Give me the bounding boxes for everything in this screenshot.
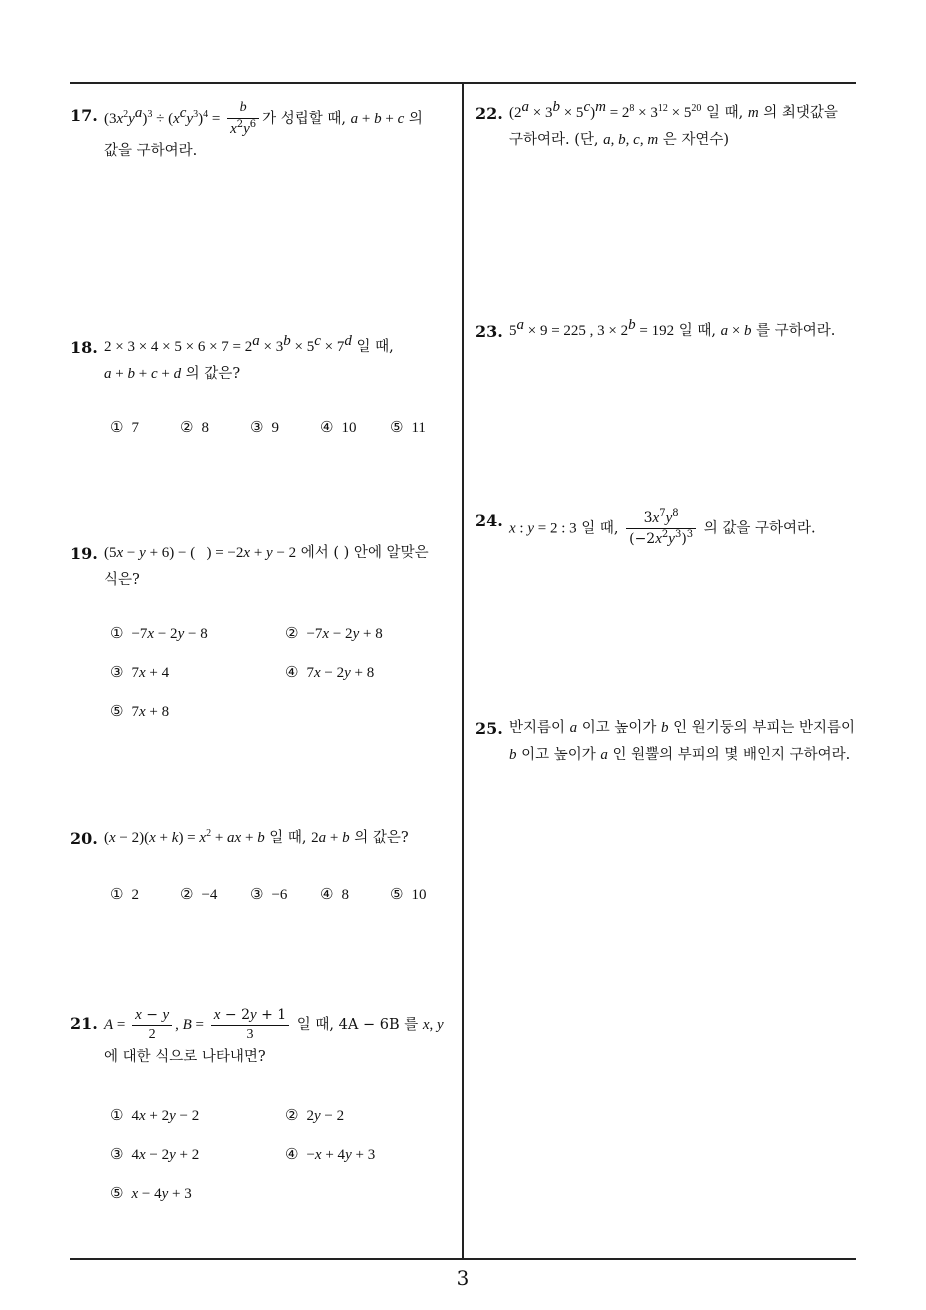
question-number: 25. [475, 719, 503, 738]
question-text: x : y = 2 : 3 일 때, $\frac{3x^7y^8}{(-2x^2y^3)^3}$ 의 값을 구하여라. [509, 508, 816, 547]
question-22 [475, 100, 865, 160]
option-3[interactable]: ③ 7x + 4 [110, 663, 170, 681]
question-text: $(x - 2)(x + k) = x^2$ + ax + b 일 때, 2a + b 의 값은? [104, 828, 409, 846]
question-19 [70, 540, 460, 600]
question-text: $(3x^2y^a)^3 \div (x^cy^3)^4$ = $\frac{b}{x^2y^6}$ 가 성립할 때, a + b + c 의 [104, 100, 423, 137]
option-2[interactable]: ② 2y − 2 [285, 1106, 345, 1124]
question-25 [475, 715, 865, 775]
question-18 [70, 334, 460, 394]
options-20 [110, 885, 450, 909]
question-number: 22. [475, 104, 503, 123]
bottom-rule [70, 1258, 856, 1260]
question-23 [475, 318, 865, 348]
question-number: 19. [70, 544, 98, 563]
question-text-cont: 구하여라. (단, a, b, c, m 은 자연수) [509, 132, 730, 148]
options-19 [110, 624, 450, 734]
fraction-a: $\frac{x - y}{2}$ [132, 1006, 172, 1044]
question-17 [70, 100, 460, 180]
question-number: 20. [70, 829, 98, 848]
option-1[interactable]: ① −7x − 2y − 8 [110, 624, 208, 642]
option-4[interactable]: ④ −x + 4y + 3 [285, 1145, 376, 1163]
option-1[interactable]: ① 7 [110, 418, 139, 436]
option-2[interactable]: ② 8 [180, 418, 209, 436]
question-text-cont: a + b + c + d 의 값은? [104, 366, 241, 382]
question-text: $5^a \times 9 = 225$ , $3 \times 2^b = 192$ 일 때, a × b 를 구하여라. [509, 317, 836, 339]
question-text: (5x − y + 6) − ( ) = −2x + y − 2 에서 ( ) 안에 알맞은 [104, 545, 429, 561]
question-text: $2 \times 3 \times 4 \times 5 \times 6 \times 7 = 2^a \times 3^b \times 5^c \times 7^d$ 일 때, [104, 333, 394, 355]
options-21 [110, 1106, 450, 1216]
question-number: 18. [70, 338, 98, 357]
options-18 [110, 418, 450, 442]
question-text: $(2^a \times 3^b \times 5^c)^m = 2^8 \times 3^{12} \times 5^{20}$ 일 때, m 의 최댓값을 [509, 99, 838, 121]
question-21 [70, 1006, 460, 1076]
option-5[interactable]: ⑤ x − 4y + 3 [110, 1184, 192, 1202]
question-text-cont: b 이고 높이가 a 인 원뿔의 부피의 몇 배인지 구하여라. [509, 747, 851, 763]
question-text-cont: 식은? [104, 572, 140, 588]
question-text-cont: 에 대한 식으로 나타내면? [104, 1048, 266, 1065]
option-5[interactable]: ⑤ 7x + 8 [110, 702, 170, 720]
option-3[interactable]: ③ 9 [250, 418, 279, 436]
option-4[interactable]: ④ 8 [320, 885, 349, 903]
question-number: 24. [475, 511, 503, 530]
option-1[interactable]: ① 4x + 2y − 2 [110, 1106, 200, 1124]
option-4[interactable]: ④ 10 [320, 418, 357, 436]
fraction: $\frac{3x^7y^8}{(-2x^2y^3)^3}$ [626, 509, 696, 548]
page-number: 3 [456, 1266, 470, 1290]
question-20 [70, 825, 460, 855]
fraction-b: $\frac{x - 2y + 1}{3}$ [211, 1006, 289, 1044]
question-24 [475, 507, 865, 557]
option-5[interactable]: ⑤ 10 [390, 885, 427, 903]
column-divider [462, 82, 464, 1260]
question-number: 21. [70, 1014, 98, 1033]
fraction: $\frac{b}{x^2y^6}$ [227, 100, 259, 138]
question-number: 17. [70, 106, 98, 125]
option-1[interactable]: ① 2 [110, 885, 139, 903]
option-3[interactable]: ③ 4x − 2y + 2 [110, 1145, 200, 1163]
question-number: 23. [475, 322, 503, 341]
question-text: A = $\frac{x - y}{2}$ , B = $\frac{x - 2y + 1}{3}$ 일 때, 4A − 6B 를 x, y [104, 1007, 444, 1042]
option-2[interactable]: ② −4 [180, 885, 218, 903]
question-text-cont: 값을 구하여라. [104, 142, 198, 159]
option-5[interactable]: ⑤ 11 [390, 418, 426, 436]
option-4[interactable]: ④ 7x − 2y + 8 [285, 663, 375, 681]
option-3[interactable]: ③ −6 [250, 885, 288, 903]
option-2[interactable]: ② −7x − 2y + 8 [285, 624, 383, 642]
question-text: 반지름이 a 이고 높이가 b 인 원기둥의 부피는 반지름이 [509, 720, 856, 736]
